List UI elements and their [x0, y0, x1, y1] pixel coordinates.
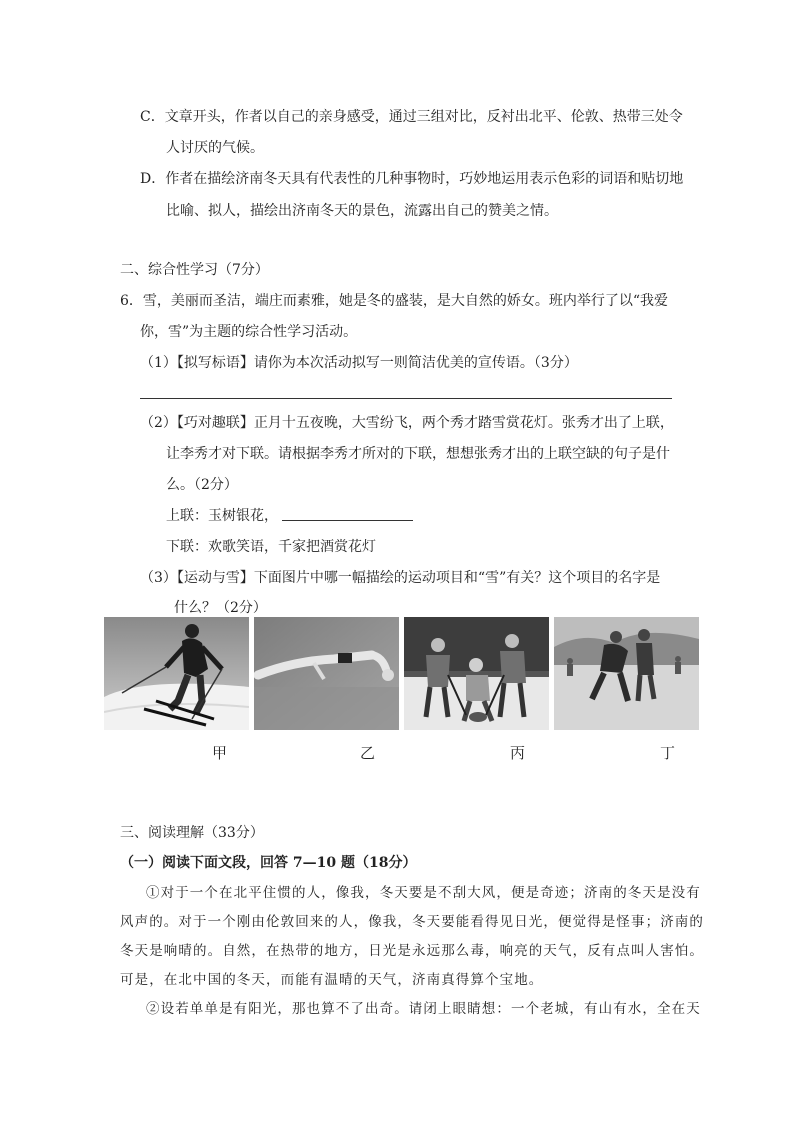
part1-heading: （一）阅读下面文段，回答 7—10 题（18分）: [120, 855, 417, 871]
para1-line3: 冬天是响晴的。自然，在热带的地方，日光是永远那么毒，响亮的天气，反有点叫人害怕。: [120, 943, 704, 959]
photo-skiing: [104, 617, 249, 730]
option-d-line1: D．作者在描绘济南冬天具有代表性的几种事物时，巧妙地运用表示色彩的词语和贴切地: [140, 171, 684, 187]
para1-line1: ①对于一个在北平住惯的人，像我，冬天要是不刮大风，便是奇迹；济南的冬天是没有: [146, 885, 701, 901]
photo-diving: [254, 617, 399, 730]
option-d-line2: 比喻、拟人，描绘出济南冬天的景色，流露出自己的赞美之情。: [166, 203, 558, 219]
caption-yi: 乙: [360, 744, 376, 762]
option-c-line2: 人讨厌的气候。: [166, 140, 264, 156]
couplet-up: 上联：玉树银花，: [166, 508, 278, 524]
caption-jia: 甲: [212, 744, 228, 762]
q6-sub2-line3: 么。（2分）: [166, 477, 238, 493]
couplet-down: 下联：欢歌笑语，千家把酒赏花灯: [166, 539, 376, 555]
q6-line1: 6．雪，美丽而圣洁，端庄而素雅，她是冬的盛装，是大自然的娇女。班内举行了以“我爱: [120, 293, 669, 309]
section3-heading: 三、阅读理解（33分）: [120, 825, 264, 841]
para1-line2: 风声的。对于一个刚由伦敦回来的人，像我，冬天要能看得见日光，便觉得是怪事；济南的: [120, 914, 704, 930]
q6-sub3-line1: （3）【运动与雪】下面图片中哪一幅描绘的运动项目和“雪”有关？这个项目的名字是: [140, 570, 661, 586]
para2-line1: ②设若单单是有阳光，那也算不了出奇。请闭上眼睛想：一个老城，有山有水，全在天: [146, 1001, 701, 1017]
q6-sub3-line2: 什么？（2分）: [174, 600, 267, 616]
para1-line4: 可是，在北中国的冬天，而能有温晴的天气，济南真得算个宝地。: [120, 972, 544, 988]
q6-sub2-line2: 让李秀才对下联。请根据李秀才所对的下联，想想张秀才出的上联空缺的句子是什: [166, 446, 670, 462]
answer-line-couplet[interactable]: [282, 520, 413, 521]
q6-sub2-line1: （2）【巧对趣联】正月十五夜晚，大雪纷飞，两个秀才踏雪赏花灯。张秀才出了上联，: [140, 415, 674, 431]
answer-line-slogan[interactable]: [140, 398, 672, 399]
caption-bing: 丙: [510, 744, 526, 762]
photo-skating: [554, 617, 699, 730]
section2-heading: 二、综合性学习（7分）: [120, 262, 269, 278]
caption-ding: 丁: [660, 744, 676, 762]
q6-line2: 你，雪”为主题的综合性学习活动。: [140, 324, 358, 340]
photo-curling: [404, 617, 549, 730]
q6-sub1: （1）【拟写标语】请你为本次活动拟写一则简洁优美的宣传语。（3分）: [140, 355, 578, 371]
option-c-line1: C．文章开头，作者以自己的亲身感受，通过三组对比，反衬出北平、伦敦、热带三处令: [140, 109, 683, 125]
